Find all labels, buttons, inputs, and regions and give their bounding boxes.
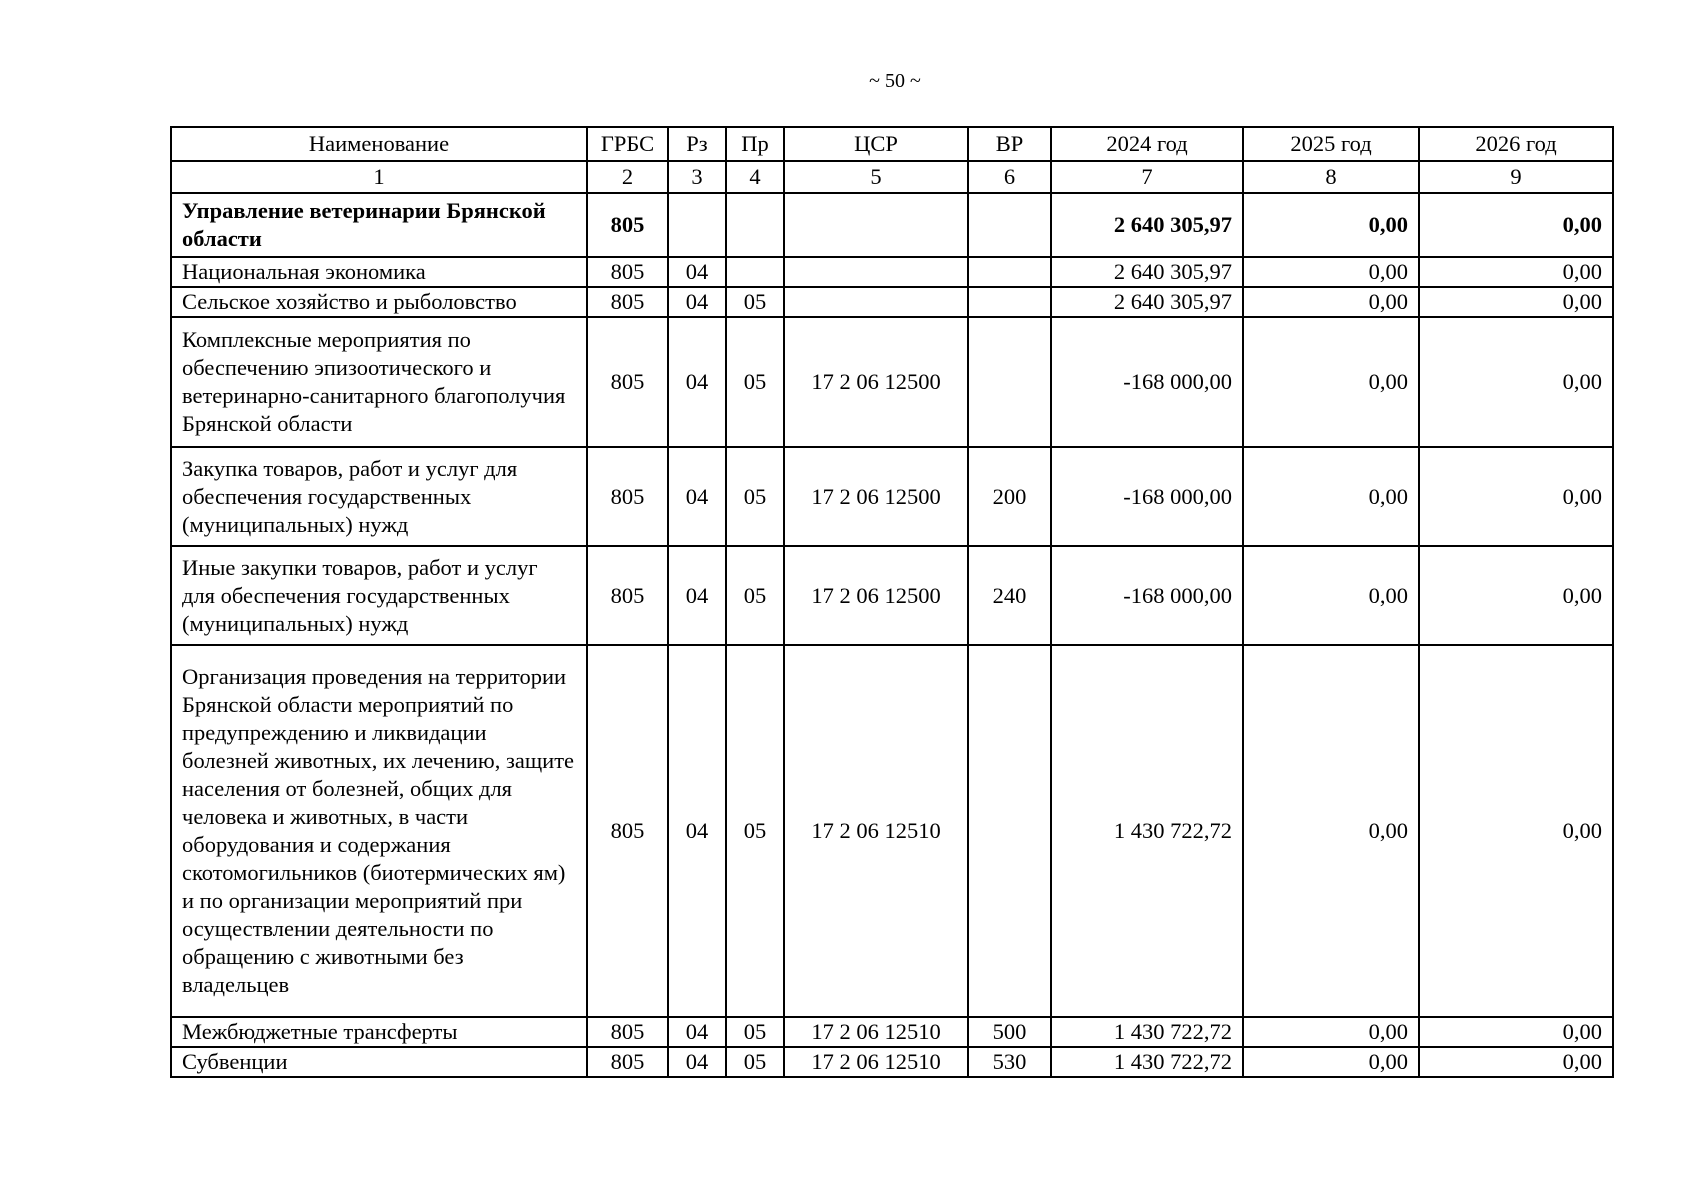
row-2026: 0,00 xyxy=(1419,645,1613,1017)
column-number: 9 xyxy=(1419,161,1613,193)
table-row xyxy=(171,1047,1613,1077)
row-2025: 0,00 xyxy=(1243,193,1419,257)
row-grbs: 805 xyxy=(587,645,668,1017)
row-rz: 04 xyxy=(668,546,726,645)
row-rz: 04 xyxy=(668,1017,726,1047)
row-grbs: 805 xyxy=(587,1017,668,1047)
row-vr: 200 xyxy=(968,447,1051,546)
row-rz: 04 xyxy=(668,257,726,287)
row-pr: 05 xyxy=(726,287,784,317)
row-csr: 17 2 06 12510 xyxy=(784,645,968,1017)
row-vr xyxy=(968,317,1051,447)
row-grbs: 805 xyxy=(587,546,668,645)
row-csr: 17 2 06 12500 xyxy=(784,447,968,546)
row-2026: 0,00 xyxy=(1419,193,1613,257)
row-pr: 05 xyxy=(726,1047,784,1077)
header-row xyxy=(171,127,1613,161)
row-rz: 04 xyxy=(668,447,726,546)
header-vr: ВР xyxy=(968,127,1051,161)
row-pr xyxy=(726,257,784,287)
row-2026: 0,00 xyxy=(1419,317,1613,447)
table-row xyxy=(171,1017,1613,1047)
row-vr: 530 xyxy=(968,1047,1051,1077)
row-vr xyxy=(968,287,1051,317)
column-number: 8 xyxy=(1243,161,1419,193)
row-2025: 0,00 xyxy=(1243,546,1419,645)
header-pr: Пр xyxy=(726,127,784,161)
column-number: 1 xyxy=(171,161,587,193)
column-number: 3 xyxy=(668,161,726,193)
header-rz: Рз xyxy=(668,127,726,161)
row-2026: 0,00 xyxy=(1419,257,1613,287)
row-grbs: 805 xyxy=(587,317,668,447)
row-grbs: 805 xyxy=(587,1047,668,1077)
table-row xyxy=(171,447,1613,546)
column-number: 4 xyxy=(726,161,784,193)
column-number: 7 xyxy=(1051,161,1243,193)
row-csr: 17 2 06 12500 xyxy=(784,546,968,645)
row-pr: 05 xyxy=(726,447,784,546)
row-2025: 0,00 xyxy=(1243,257,1419,287)
row-2026: 0,00 xyxy=(1419,546,1613,645)
row-2024: 1 430 722,72 xyxy=(1051,1047,1243,1077)
table-row xyxy=(171,287,1613,317)
row-name: Комплексные мероприятия по обеспечению эпизоотического и ветеринарно-санитарного благополучия Брянской области xyxy=(171,317,587,447)
row-pr: 05 xyxy=(726,317,784,447)
row-name: Организация проведения на территории Брянской области мероприятий по предупреждению и ликвидации болезней животных, их лечению, защите населения от болезней, общих для человека и животных, в части оборудования и содержания скотомогильников (биотермических ям) и по организации мероприятий при осуществлении деятельности по обращению с животными без владельцев xyxy=(171,645,587,1017)
header-2025: 2025 год xyxy=(1243,127,1419,161)
row-vr: 240 xyxy=(968,546,1051,645)
header-2024: 2024 год xyxy=(1051,127,1243,161)
row-pr xyxy=(726,193,784,257)
table-row xyxy=(171,645,1613,1017)
table-row xyxy=(171,257,1613,287)
column-number: 6 xyxy=(968,161,1051,193)
row-vr: 500 xyxy=(968,1017,1051,1047)
row-grbs: 805 xyxy=(587,287,668,317)
row-2024: 1 430 722,72 xyxy=(1051,645,1243,1017)
row-grbs: 805 xyxy=(587,447,668,546)
row-name: Национальная экономика xyxy=(171,257,587,287)
row-2025: 0,00 xyxy=(1243,1047,1419,1077)
row-2025: 0,00 xyxy=(1243,1017,1419,1047)
row-2026: 0,00 xyxy=(1419,287,1613,317)
row-2026: 0,00 xyxy=(1419,1017,1613,1047)
row-pr: 05 xyxy=(726,645,784,1017)
page-number: ~ 50 ~ xyxy=(869,70,921,92)
column-number-row xyxy=(171,161,1613,193)
row-vr xyxy=(968,193,1051,257)
row-csr: 17 2 06 12510 xyxy=(784,1047,968,1077)
row-csr xyxy=(784,257,968,287)
table-row xyxy=(171,317,1613,447)
row-rz: 04 xyxy=(668,287,726,317)
row-grbs: 805 xyxy=(587,193,668,257)
row-grbs: 805 xyxy=(587,257,668,287)
column-number: 5 xyxy=(784,161,968,193)
row-2025: 0,00 xyxy=(1243,447,1419,546)
row-2025: 0,00 xyxy=(1243,645,1419,1017)
row-2025: 0,00 xyxy=(1243,287,1419,317)
row-2025: 0,00 xyxy=(1243,317,1419,447)
row-csr: 17 2 06 12500 xyxy=(784,317,968,447)
row-pr: 05 xyxy=(726,1017,784,1047)
row-rz: 04 xyxy=(668,645,726,1017)
row-rz: 04 xyxy=(668,1047,726,1077)
row-rz xyxy=(668,193,726,257)
row-csr xyxy=(784,287,968,317)
row-2024: 2 640 305,97 xyxy=(1051,193,1243,257)
row-name: Межбюджетные трансферты xyxy=(171,1017,587,1047)
header-name: Наименование xyxy=(171,127,587,161)
row-name: Сельское хозяйство и рыболовство xyxy=(171,287,587,317)
row-2024: -168 000,00 xyxy=(1051,317,1243,447)
row-csr: 17 2 06 12510 xyxy=(784,1017,968,1047)
row-pr: 05 xyxy=(726,546,784,645)
row-2024: -168 000,00 xyxy=(1051,546,1243,645)
row-name: Субвенции xyxy=(171,1047,587,1077)
row-name: Закупка товаров, работ и услуг для обеспечения государственных (муниципальных) нужд xyxy=(171,447,587,546)
row-name: Иные закупки товаров, работ и услуг для обеспечения государственных (муниципальных) нужд xyxy=(171,546,587,645)
row-csr xyxy=(784,193,968,257)
budget-table xyxy=(170,126,1614,1078)
row-vr xyxy=(968,645,1051,1017)
header-grbs: ГРБС xyxy=(587,127,668,161)
table-row xyxy=(171,193,1613,257)
row-vr xyxy=(968,257,1051,287)
table-row xyxy=(171,546,1613,645)
row-2026: 0,00 xyxy=(1419,1047,1613,1077)
row-2024: 2 640 305,97 xyxy=(1051,257,1243,287)
row-name: Управление ветеринарии Брянской области xyxy=(171,193,587,257)
header-csr: ЦСР xyxy=(784,127,968,161)
row-2024: -168 000,00 xyxy=(1051,447,1243,546)
header-2026: 2026 год xyxy=(1419,127,1613,161)
row-rz: 04 xyxy=(668,317,726,447)
row-2026: 0,00 xyxy=(1419,447,1613,546)
row-2024: 1 430 722,72 xyxy=(1051,1017,1243,1047)
row-2024: 2 640 305,97 xyxy=(1051,287,1243,317)
column-number: 2 xyxy=(587,161,668,193)
